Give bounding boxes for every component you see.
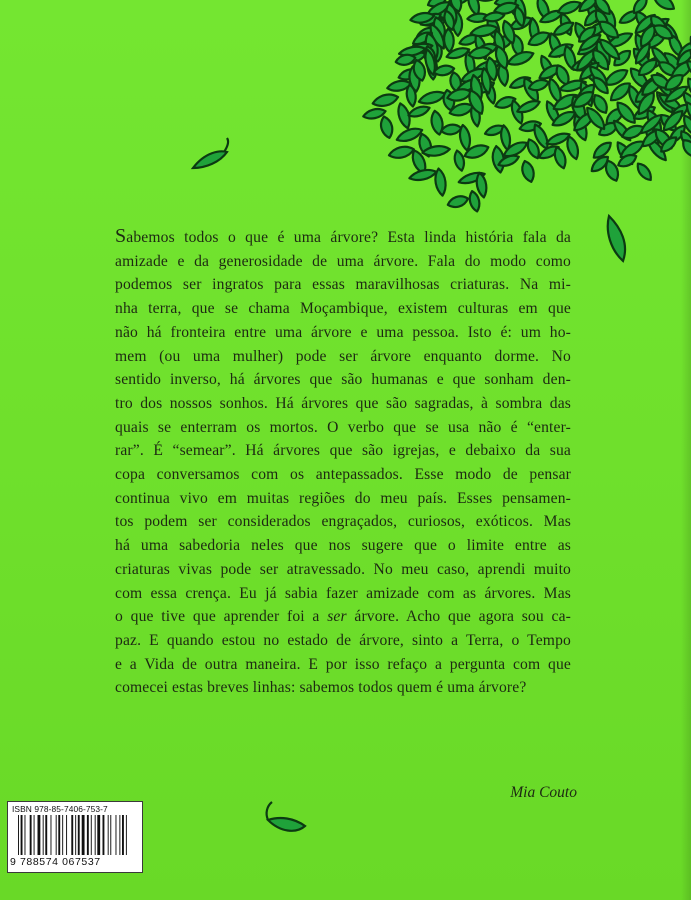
drop-cap: S: [115, 225, 127, 247]
barcode-bar: [82, 815, 85, 855]
blurb-line: o que tive que aprender foi a ser árvore. Acho que agora sou ca-: [115, 608, 571, 626]
barcode-bar: [126, 815, 127, 855]
author-signature: Mia Couto: [510, 784, 577, 801]
isbn-barcode: [7, 801, 143, 873]
barcode-bar: [30, 815, 32, 855]
cover-edge-shadow: [681, 0, 691, 900]
barcode-bar: [78, 815, 80, 855]
barcode-bar: [95, 815, 96, 855]
blurb-line: comecei estas breves linhas: sabemos todos quem é uma árvore?: [115, 679, 527, 697]
barcode-bar: [97, 815, 100, 855]
barcode-bar: [66, 815, 67, 855]
blurb-line: e a Vida de outra maneira. E por isso refaço a pergunta com que: [115, 655, 571, 673]
blurb-line: Sabemos todos o que é uma árvore? Esta linda história fala da: [115, 225, 571, 247]
blurb-line: com essa crença. Eu já sabia fazer amizade com as árvores. Mas: [115, 584, 571, 602]
barcode-bar: [18, 815, 19, 855]
barcode-bar: [122, 815, 124, 855]
barcode-bars: [18, 815, 136, 855]
blurb-line: continua vivo em muitas regiões do meu país. Esses pensamen-: [115, 489, 571, 507]
barcode-bar: [110, 815, 111, 855]
barcode-bar: [38, 815, 41, 855]
barcode-bar: [87, 815, 89, 855]
barcode-bar: [119, 815, 120, 855]
barcode-bar: [21, 815, 23, 855]
barcode-bar: [71, 815, 73, 855]
barcode-bar: [25, 815, 26, 855]
blurb-line: há uma sabedoria neles que nos sugere que o limite entre as: [115, 537, 571, 555]
blurb-line: paz. E quando estou no estado de árvore, sinto a Terra, o Tempo: [115, 631, 571, 649]
blurb-line: sentido inverso, há árvores que são humanas e que sonham den-: [115, 371, 571, 389]
barcode-bar: [116, 815, 117, 855]
blurb-line: quais se enterram os mortos. O verbo que se usa não é “enter-: [115, 418, 571, 436]
barcode-bar: [34, 815, 35, 855]
blurb-line: rar”. É “semear”. Há árvores que são igrejas, e debaixo da sua: [115, 442, 571, 460]
isbn-label: ISBN 978-85-7406-753-7: [12, 804, 108, 814]
barcode-bar: [56, 815, 57, 855]
blurb-line: amizade e da generosidade de uma árvore. Fala do modo como: [115, 252, 571, 270]
barcode-bar: [43, 815, 44, 855]
blurb-line: nha terra, que se chama Moçambique, existem culturas em que: [115, 300, 571, 318]
barcode-bar: [58, 815, 60, 855]
italic-word: ser: [327, 608, 347, 626]
barcode-digits: 9 788574 067537: [10, 856, 101, 868]
barcode-bar: [75, 815, 76, 855]
barcode-bar: [108, 815, 109, 855]
blurb-line: tro dos nossos sonhos. Há árvores que são sagradas, à sombra das: [115, 394, 571, 412]
barcode-bar: [51, 815, 52, 855]
blurb-line: tos podem ser considerados engraçados, curiosos, exóticos. Mas: [115, 513, 571, 531]
back-cover-blurb: [115, 226, 571, 700]
blurb-line: podemos ser ingratos para essas maravilhosas criaturas. Na mi-: [115, 276, 571, 294]
blurb-line: mem (ou uma mulher) pode ser árvore enquanto dorme. No: [115, 347, 571, 365]
barcode-bar: [103, 815, 105, 855]
barcode-bar: [91, 815, 92, 855]
blurb-line: criaturas vivas pode ser atravessado. No meu caso, aprendi muito: [115, 560, 571, 578]
barcode-bar: [62, 815, 63, 855]
blurb-line: copa conversamos com os antepassados. Esse modo de pensar: [115, 466, 571, 484]
blurb-line: não há fronteira entre uma árvore e uma pessoa. Isto é: um ho-: [115, 323, 571, 341]
barcode-bar: [45, 815, 47, 855]
